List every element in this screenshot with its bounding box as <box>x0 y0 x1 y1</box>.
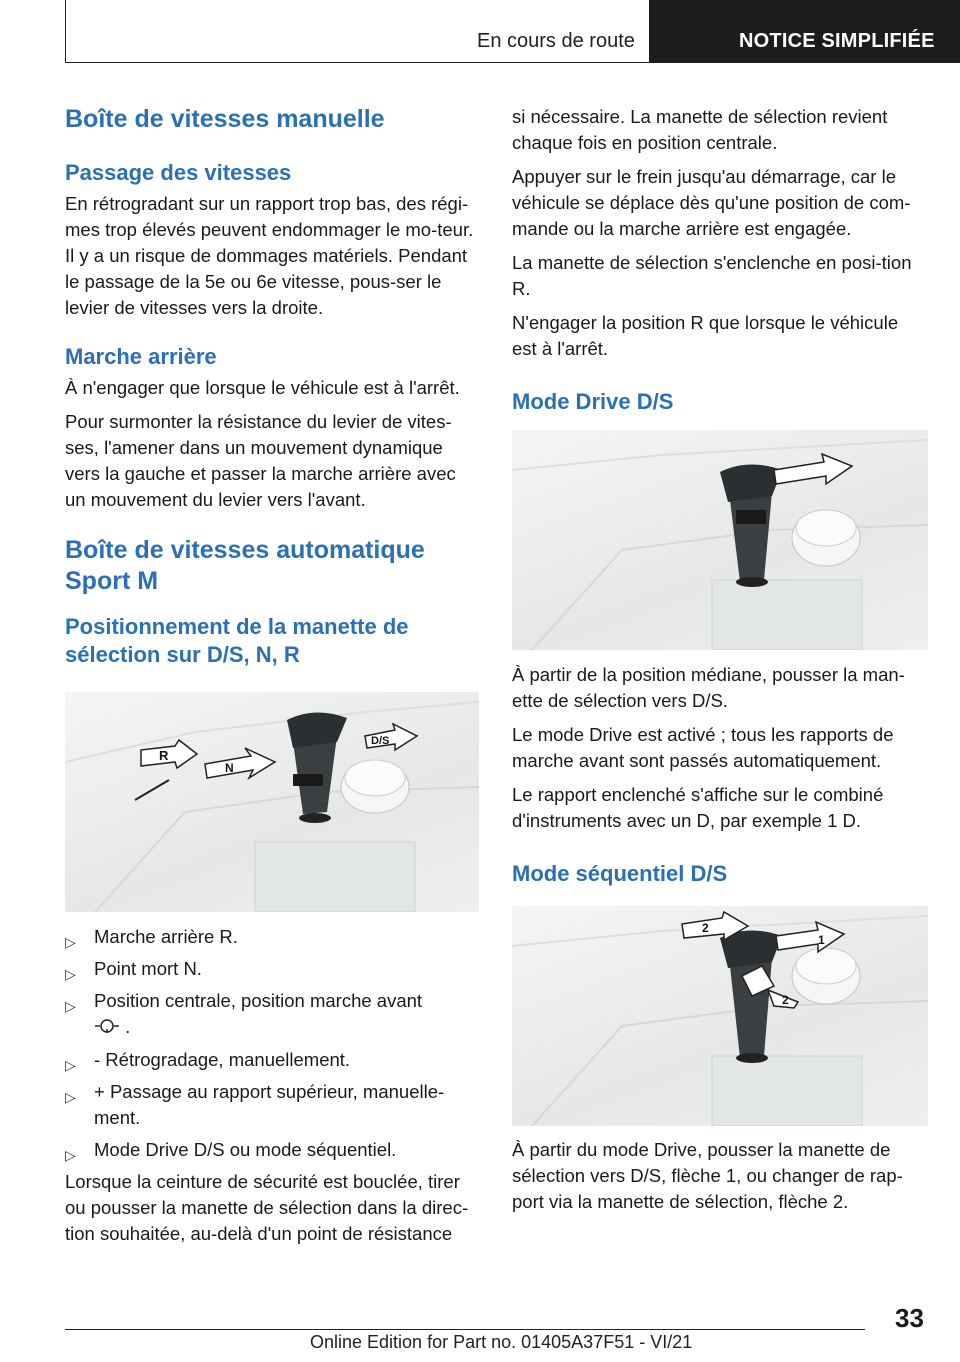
subtitle-gear-shifting: Passage des vitesses <box>65 160 292 185</box>
figure-label-ds: D/S <box>371 735 390 747</box>
paragraph-continued-3: La manette de sélection s'enclenche en posi-tion R. <box>512 252 912 299</box>
list-item: ▷ Mode Drive D/S ou mode séquentiel. <box>65 1137 479 1163</box>
paragraph-gear-shifting: En rétrogradant sur un rapport trop bas, des régi-mes trop élevés peuvent endommager le mo-teur. Il y a un risque de dommages matériels. Pendant le passage de la 5e ou 6e vitesse, pous-ser le levier de vitesses vers la droite. <box>65 193 474 318</box>
triangle-bullet-icon: ▷ <box>65 1147 76 1164</box>
left-column-lower <box>65 924 479 1247</box>
triangle-bullet-icon: ▷ <box>65 1089 76 1106</box>
title-automatic-gearbox: Boîte de vitesses automatique Sport M <box>65 536 425 595</box>
figure-label-r: R <box>159 748 169 763</box>
figure-sequential-mode <box>512 906 928 1126</box>
paragraph-drive-1: À partir de la position médiane, pousser la man-ette de sélection vers D/S. <box>512 664 905 711</box>
paragraph-reverse-1: À n'engager que lorsque le véhicule est à l'arrêt. <box>65 377 460 398</box>
list-item: ▷ Marche arrière R. <box>65 924 479 950</box>
header-section-title: En cours de route <box>477 30 635 52</box>
list-item: ▷ + Passage au rapport supérieur, manuelle-ment. <box>65 1081 445 1129</box>
header-badge: NOTICE SIMPLIFIÉE <box>649 0 960 63</box>
left-column <box>65 104 479 669</box>
title-manual-gearbox: Boîte de vitesses manuelle <box>65 105 385 133</box>
figure-label-arrow-2-down: 2 <box>782 993 789 1007</box>
figure-label-n: N <box>225 761 234 775</box>
paragraph-drive-2: Le mode Drive est activé ; tous les rapports de marche avant sont passés automatiquement. <box>512 724 894 771</box>
paragraph-drive-3: Le rapport enclenché s'affiche sur le combiné d'instruments avec un D, par exemple 1 D. <box>512 784 884 831</box>
triangle-bullet-icon: ▷ <box>65 966 76 982</box>
paragraph-continued-2: Appuyer sur le frein jusqu'au démarrage, car le véhicule se déplace dès qu'une position de com-mande ou la marche arrière est engagée. <box>512 166 911 239</box>
list-item: ▷ Position centrale, position marche avant . <box>65 988 479 1041</box>
list-item: ▷ - Rétrogradage, manuellement. <box>65 1047 479 1073</box>
figure-drive-mode <box>512 430 928 650</box>
figure-label-arrow-1: 1 <box>818 933 825 947</box>
subtitle-sequential-mode: Mode séquentiel D/S <box>512 861 728 886</box>
figure-selector-positions <box>65 692 479 912</box>
subtitle-selector-position: Positionnement de la manette de sélection sur D/S, N, R <box>65 614 409 667</box>
paragraph-reverse-2: Pour surmonter la résistance du levier de vites-ses, l'amener dans un mouvement dynamique vers la gauche et passer la marche arrière avec un mouvement du levier vers l'avant. <box>65 411 456 510</box>
position-list <box>65 924 479 1163</box>
triangle-bullet-icon: ▷ <box>65 934 76 950</box>
list-item-suffix: . <box>125 1016 131 1037</box>
paragraph-seat-belt: Lorsque la ceinture de sécurité est bouclée, tirer ou pousser la manette de sélection dans la direc-tion souhaitée, au-delà d'un point de résistance <box>65 1171 469 1245</box>
subtitle-drive-mode: Mode Drive D/S <box>512 389 674 414</box>
triangle-bullet-icon: ▷ <box>65 998 76 1014</box>
paragraph-continued-1: si nécessaire. La manette de sélection revient chaque fois en position centrale. <box>512 106 888 153</box>
footer-divider <box>65 1329 865 1330</box>
page-number: 33 <box>895 1303 924 1333</box>
right-column <box>512 104 926 416</box>
right-column-middle <box>512 662 926 888</box>
paragraph-sequential: À partir du mode Drive, pousser la manette de sélection vers D/S, flèche 1, ou changer de rap-port via la manette de sélection, flèche 2. <box>512 1139 903 1212</box>
paragraph-continued-4: N'engager la position R que lorsque le véhicule est à l'arrêt. <box>512 312 899 359</box>
right-column-lower <box>512 1137 926 1215</box>
steering-wheel-icon <box>94 1015 120 1041</box>
figure-label-arrow-2-up: 2 <box>702 921 709 935</box>
subtitle-reverse: Marche arrière <box>65 344 217 369</box>
list-item: ▷ Point mort N. <box>65 956 479 982</box>
footer-edition: Online Edition for Part no. 01405A37F51 - VI/21 <box>310 1332 693 1352</box>
triangle-bullet-icon: ▷ <box>65 1057 76 1074</box>
